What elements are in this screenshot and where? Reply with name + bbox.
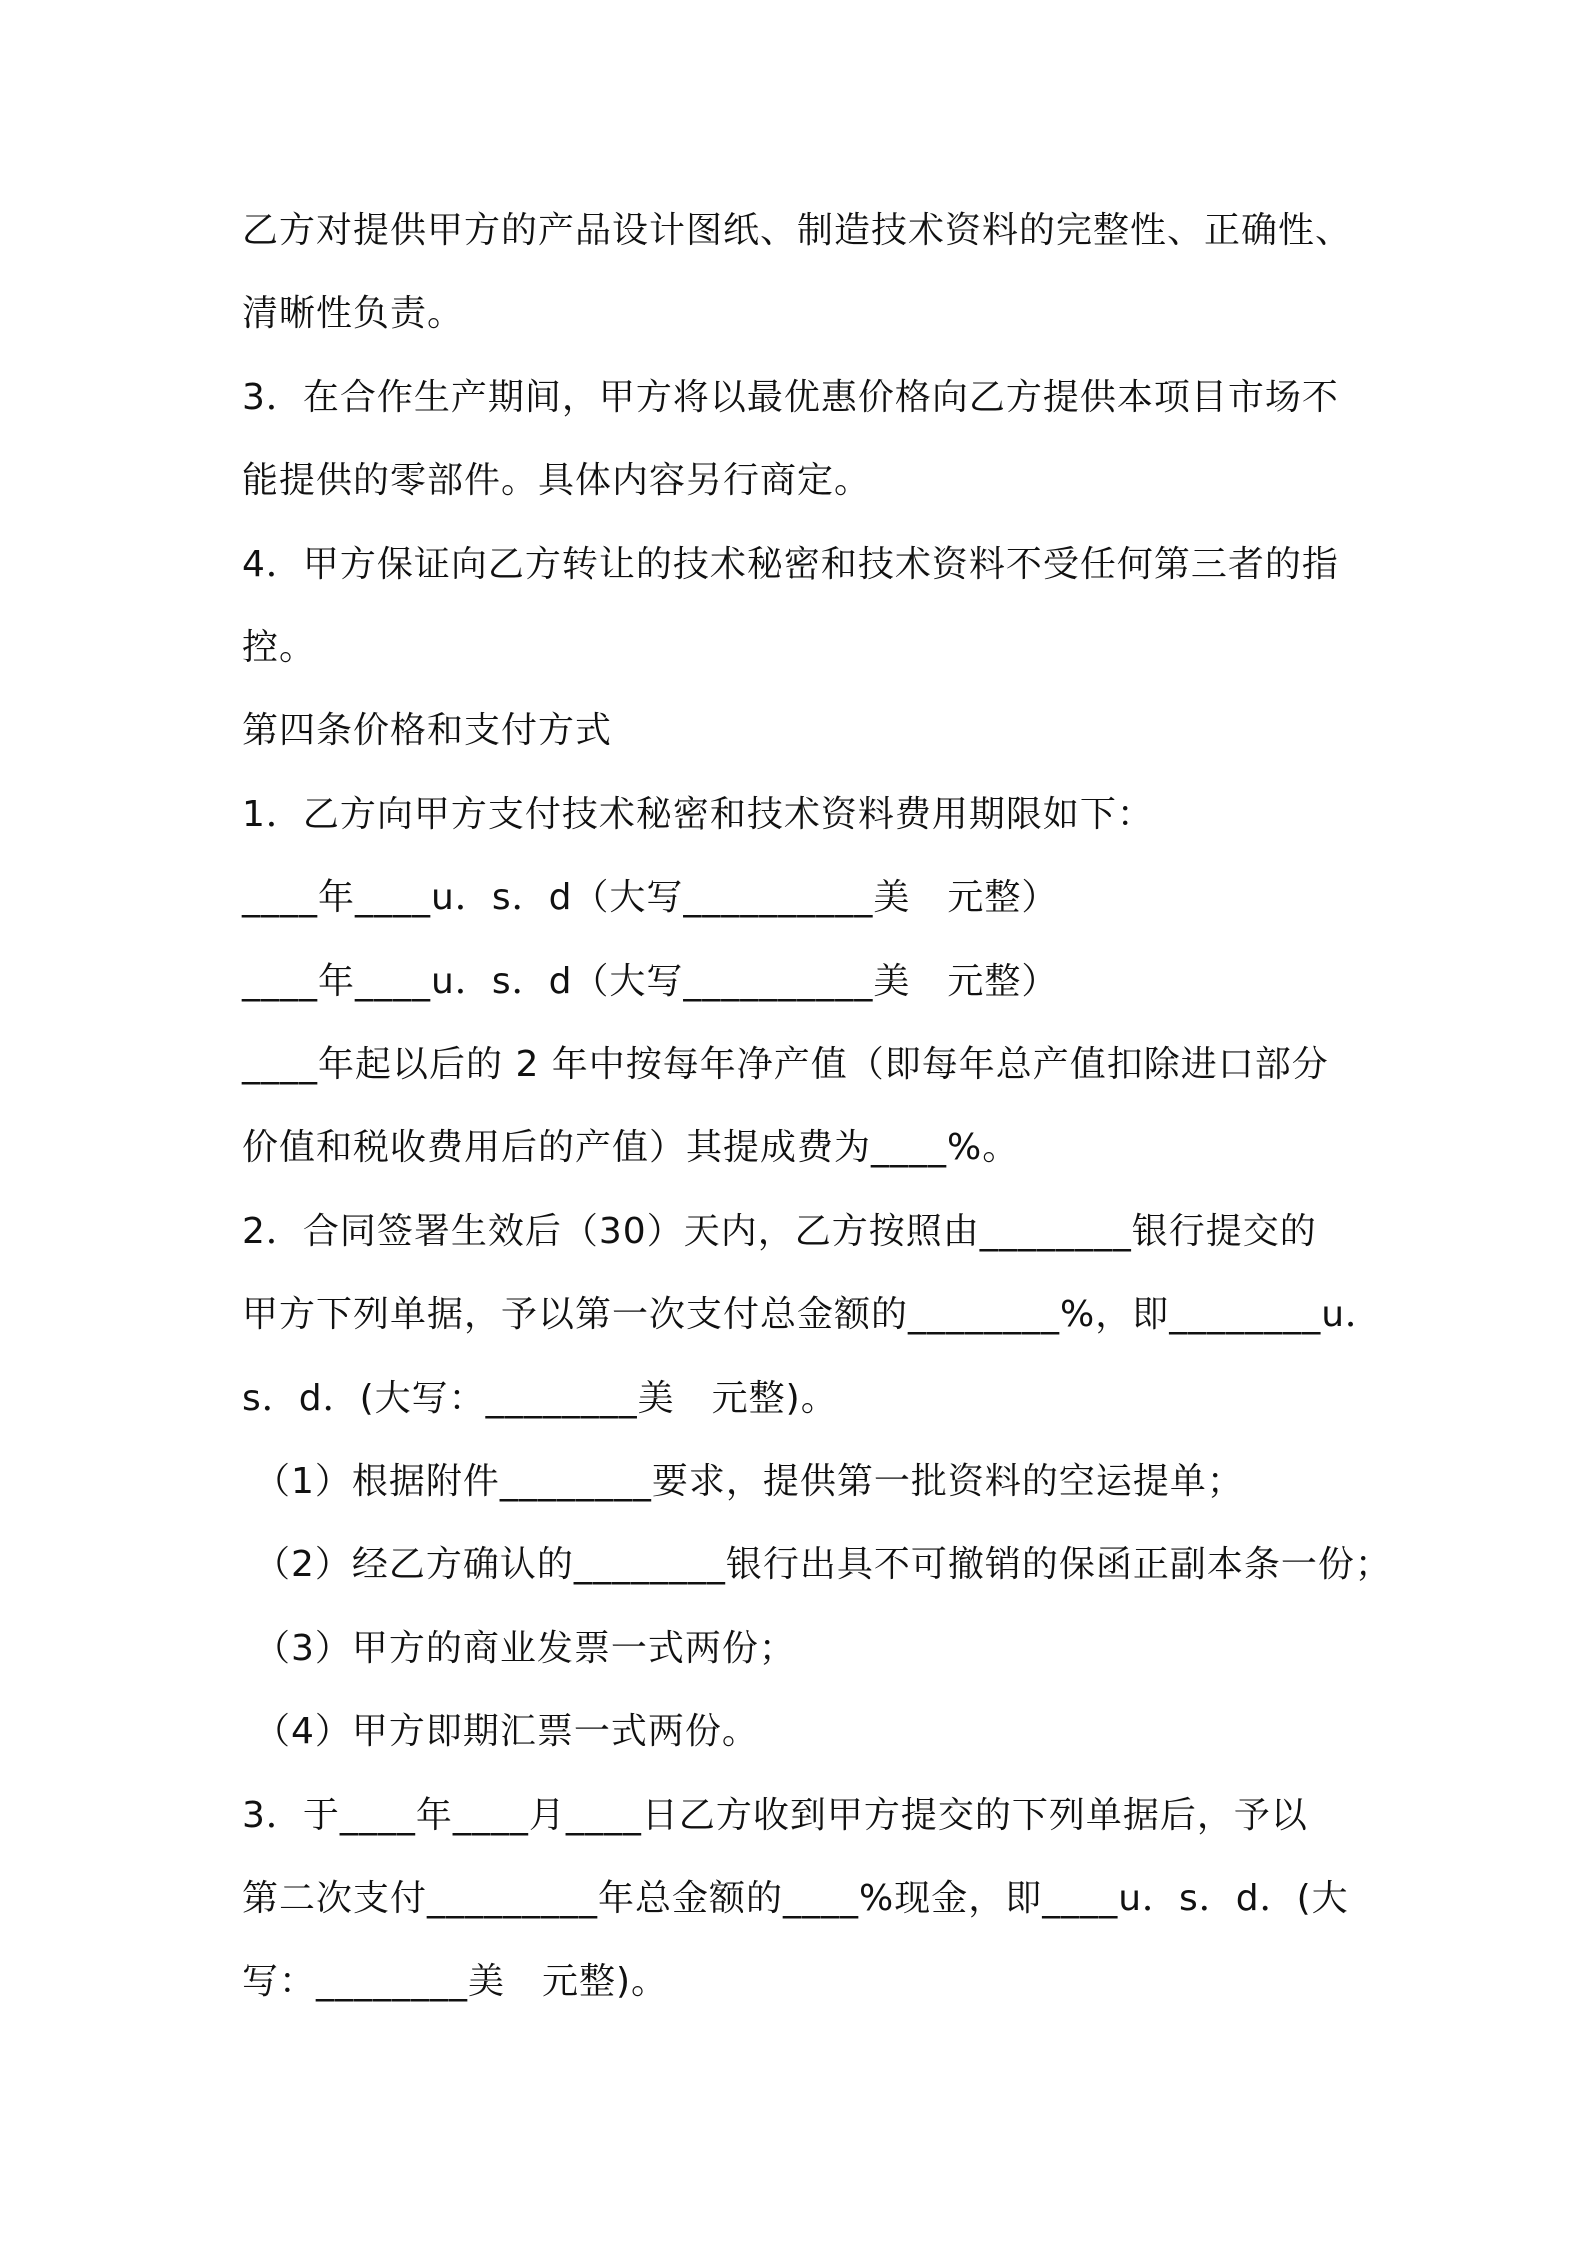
text-line: 写：________美 元整)。: [242, 1961, 669, 2002]
text-line: 乙方对提供甲方的产品设计图纸、制造技术资料的完整性、正确性、: [242, 210, 1353, 251]
text-line: 能提供的零部件。具体内容另行商定。: [242, 460, 872, 501]
text-line: 2．合同签署生效后（30）天内，乙方按照由________银行提交的: [242, 1211, 1317, 1252]
text-line: ____年起以后的 2 年中按每年净产值（即每年总产值扣除进口部分: [242, 1044, 1329, 1085]
text-line: （3）甲方的商业发票一式两份；: [254, 1628, 796, 1669]
text-line: 1．乙方向甲方支付技术秘密和技术资料费用期限如下：: [242, 794, 1154, 835]
text-line: （2）经乙方确认的________银行出具不可撤销的保函正副本条一份；: [254, 1544, 1392, 1585]
text-line: 3．在合作生产期间，甲方将以最优惠价格向乙方提供本项目市场不: [242, 377, 1339, 418]
text-line: 价值和税收费用后的产值）其提成费为____%。: [242, 1127, 1020, 1168]
text-line: 清晰性负责。: [242, 293, 465, 334]
section-heading: 第四条价格和支付方式: [242, 710, 613, 751]
text-line: 3．于____年____月____日乙方收到甲方提交的下列单据后，予以: [242, 1795, 1308, 1836]
text-line: ____年____u．s．d（大写__________美 元整）: [242, 877, 1059, 918]
text-line: 控。: [242, 627, 317, 668]
text-line: s．d．(大写：________美 元整)。: [242, 1378, 838, 1419]
text-line: ____年____u．s．d（大写__________美 元整）: [242, 961, 1059, 1002]
text-line: （4）甲方即期汇票一式两份。: [254, 1711, 759, 1752]
text-line: 甲方下列单据，予以第一次支付总金额的________%，即________u．: [242, 1294, 1383, 1335]
text-line: 第二次支付_________年总金额的____%现金，即____u．s．d．(大: [242, 1878, 1349, 1919]
text-line: （1）根据附件________要求，提供第一批资料的空运提单；: [254, 1461, 1244, 1502]
text-line: 4．甲方保证向乙方转让的技术秘密和技术资料不受任何第三者的指: [242, 544, 1339, 585]
